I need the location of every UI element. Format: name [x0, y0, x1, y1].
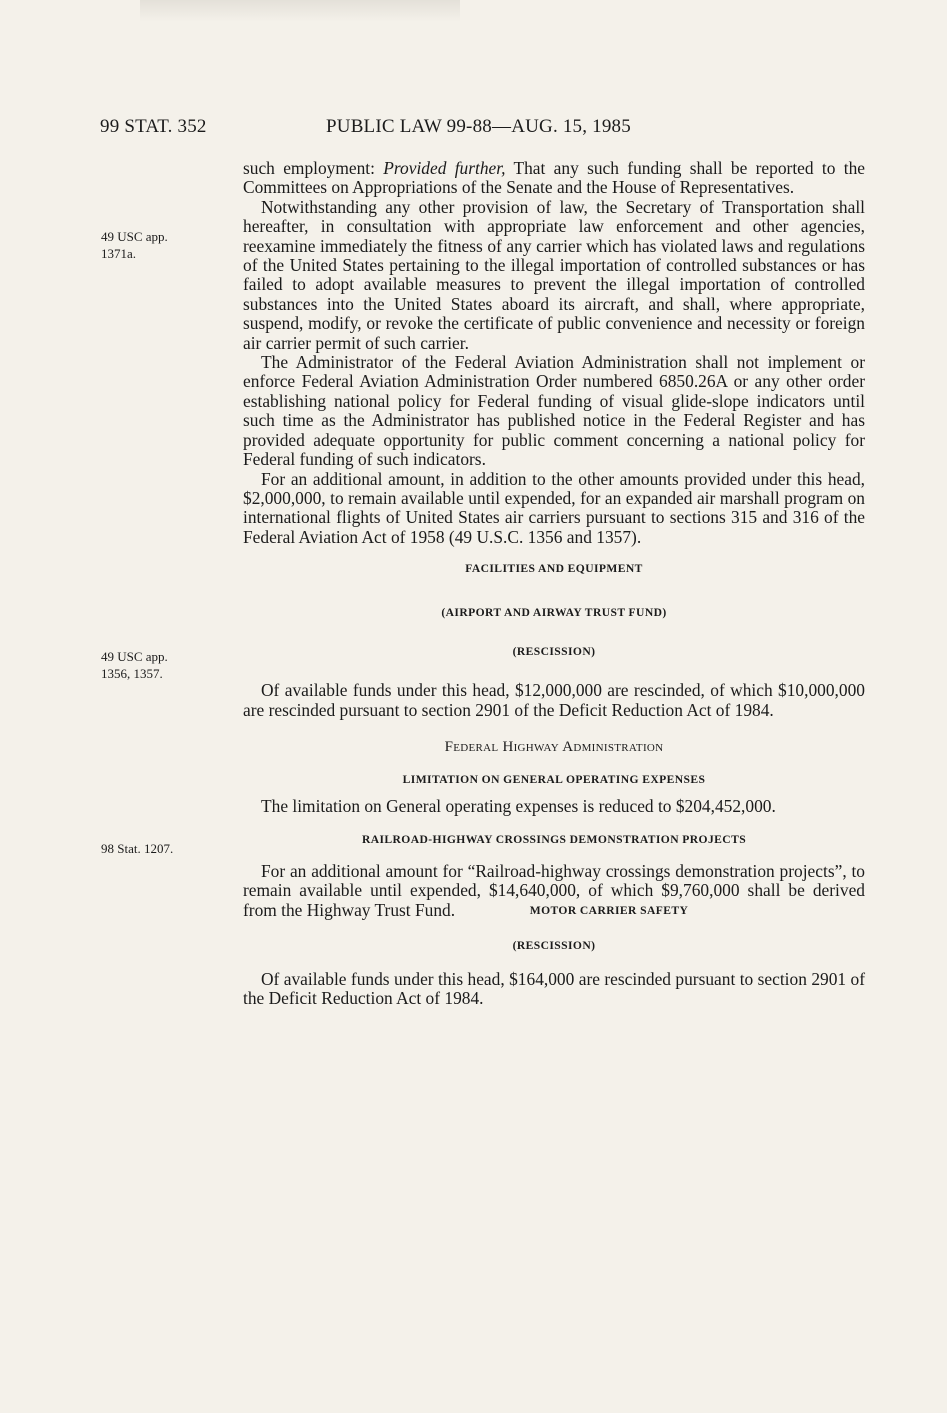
- bleed-through-top: [140, 0, 460, 22]
- heading-facilities-equipment: FACILITIES AND EQUIPMENT: [465, 562, 643, 576]
- heading-motor-carrier-safety: MOTOR CARRIER SAFETY: [529, 904, 689, 917]
- paragraph-operating-expenses: The limitation on General operating expenses is reduced to $204,452,000.: [261, 795, 776, 816]
- margin-note-line: 1356, 1357.: [101, 666, 163, 681]
- margin-note-stat-1207: [101, 840, 231, 857]
- stat-page-number: 99 STAT. 352: [100, 116, 207, 137]
- margin-note-usc-1371a: [101, 228, 231, 262]
- heading-railroad-highway: RAILROAD-HIGHWAY CROSSINGS DEMONSTRATION PROJECTS: [361, 833, 747, 847]
- heading-federal-highway-administration: Federal Highway Administration: [444, 739, 664, 756]
- heading-rescission: (RESCISSION): [512, 644, 596, 658]
- paragraph-rescission-164k: Of available funds under this head, $164,000 are rescinded pursuant to section 2901 of the Deficit Reduction Act of 1984.: [243, 968, 865, 1009]
- margin-note-line: 49 USC app.: [101, 229, 168, 244]
- paragraph-faa-order: The Administrator of the Federal Aviation Administration shall not implement or enforce Federal Aviation Administration Order numbered 6850.26A or any other order establishing national policy for Federal funding of visual glide-slope indicators until such time as the Administrator has published notice in the Federal Register and has provided adequate opportunity for public comment concerning a national policy for Federal funding of such indicators.: [243, 352, 865, 470]
- body-text-column: [243, 159, 865, 1009]
- margin-note-line: 1371a.: [101, 246, 137, 261]
- margin-note-line: 98 Stat. 1207.: [101, 841, 174, 856]
- public-law-title: PUBLIC LAW 99-88—AUG. 15, 1985: [326, 116, 631, 137]
- margin-note-usc-1356: [101, 648, 231, 682]
- heading-trust-fund: (AIRPORT AND AIRWAY TRUST FUND): [441, 605, 667, 619]
- paragraph-railroad-highway: For an additional amount for “Railroad-highway crossings demonstration projects”, to remain available until expended, $14,640,000, of which $9,760,000 shall be derived from the Highway Trust Fund.: [243, 860, 865, 920]
- heading-limitation-operating-expenses: LIMITATION ON GENERAL OPERATING EXPENSES: [402, 772, 706, 786]
- paragraph-air-marshall: For an additional amount, in addition to the other amounts provided under this head, $2,000,000, to remain available until expended, for an expanded air marshall program on international flights of United States air carriers pursuant to sections 315 and 316 of the Federal Aviation Act of 1958 (49 U.S.C. 1356 and 1357).: [243, 468, 865, 547]
- heading-rescission-2: (RESCISSION): [512, 939, 596, 953]
- paragraph-secretary-transportation: Notwithstanding any other provision of law, the Secretary of Transportation shall hereafter, in consultation with appropriate law enforcement and other agencies, reexamine immediately the fitness of any carrier which has violated laws and regulations of the United States pertaining to the illegal importation of controlled substances or has failed to adopt available measures to prevent the illegal importation of controlled substances into the United States aboard its aircraft, and shall, where appropriate, suspend, modify, or revoke the certificate of public convenience and necessity or foreign air carrier permit of such carrier.: [243, 196, 865, 353]
- paragraph-rescission-12m: Of available funds under this head, $12,000,000 are rescinded, of which $10,000,000 are rescinded pursuant to section 2901 of the Deficit Reduction Act of 1984.: [243, 680, 865, 720]
- paragraph-continuation: such employment: Provided further, That any such funding shall be reported to the Committees on Appropriations of the Senate and the House of Representatives.: [243, 158, 865, 198]
- page-header: [0, 116, 947, 142]
- margin-note-line: 49 USC app.: [101, 649, 168, 664]
